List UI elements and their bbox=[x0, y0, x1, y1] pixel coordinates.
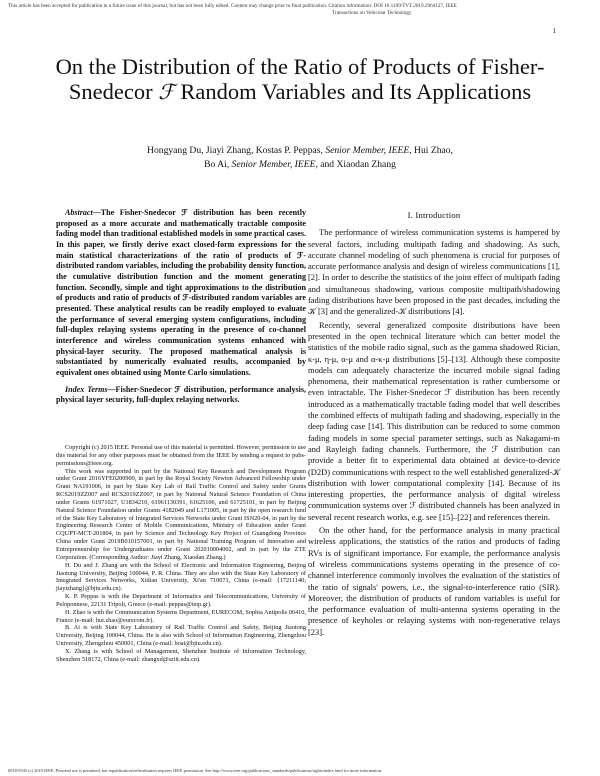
authors-1a: Hongyang Du, Jiayi Zhang, Kostas P. Peppas, bbox=[147, 145, 326, 156]
intro-paragraph-2: Recently, several generalized composite distributions have been presented in the open technical literature which can better model the statistics of the mobile radio signal, such as the gamma shadowed Rician, κ-μ, η-μ, α-μ and α-κ-μ distributions [5]–[13]. Although these composite models can adequately characterize the incurred mobile signal fading phenomena, their mathematical representation is rather cumbersome or even intractable. The Fisher-Snedecor ℱ distribution has been recently introduced as a mathematically tractable fading model that well describes the combined effects of multipath fading and shadowing, especially in the deep fading case [14]. This distribution can be reduced to some common fading models in some special parameter settings, such as Nakagami-m and Rayleigh fading channels. Furthermore, the ℱ distribution can provide a better fit to experimental data obtained at device-to-device (D2D) communications with respect to the well established generalized-𝒦 distribution with lower computational complexity [14]. Because of its interesting properties, the performance analysis of digital wireless communication systems over ℱ distributed channels has been analyzed in several recent research works, e.g. see [15]–[22] and references therein. bbox=[308, 319, 560, 522]
funding-note: This work was supported in part by the National Key Research and Development Program under Grant 2016YFE0200900, in part by the Royal Society Newton Advanced Fellowship under Grant NA191006, in part by State Key Lab of Rail Traffic Control and Safety under Grants RCS2019ZZ007 and RCS2019ZZ007, in part by National Natural Science Foundation of China under Grants 61971027, U1834210, 61961130391, 61625106, and 61725101, in part by Beijing Natural Science Foundation under Grants 4182049 and L171005, in part by the open research fund of the State Key Laboratory of Integrated Services Networks under Grant ISN20-04, in part by the Engineering Research Center of Mobile Communications, Ministry of Education under Grant CQUPT-MCT-201804, in part by Science and Technology Key Project of Guangdong Province China under Grant 2019B010157001, in part by National Training Program of Innovation and Entrepreneurship for Undergraduates under Grant 202010004002, and in part by the ZTE Corporation. (Corresponding Author: Jiayi Zhang, Xiaodan Zhang.) bbox=[56, 467, 306, 561]
copyright-note: Copyright (c) 2015 IEEE. Personal use of this material is permitted. However, permission to use this material for any other purposes must be obtained from the IEEE by sending a request to pubs-permissions@ieee.org. bbox=[56, 444, 306, 467]
authors-2a: Bo Ai, bbox=[204, 159, 232, 170]
title-part1: On the Distribution of the Ratio of Products of Fisher-Snedecor bbox=[55, 54, 545, 104]
authors-1b: Senior Member, IEEE bbox=[325, 145, 410, 156]
authors-2c: , and Xiaodan Zhang bbox=[315, 159, 396, 170]
header-journal-name: Transactions on Vehicular Technology bbox=[332, 10, 412, 16]
abstract-label: Abstract bbox=[65, 208, 93, 217]
abstract-text: —The Fisher-Snedecor ℱ distribution has been recently proposed as a more accurate and mathematically tractable composite fading model than traditional established models in some practical cases. In this paper, we firstly derive exact closed-form expressions for the main statistical characterizations of the ratio of products of ℱ-distributed random variables, including the probability density function, the cumulative distribution function and the moment generating function. Secondly, simple and tight approximations to the distribution of products and ratio of products of ℱ-distributed random variables are presented. These analytical results can be readily employed to evaluate the performance of several emerging system configurations, including full-duplex relaying systems operating in the presence of co-channel interference and wireless communication systems enhanced with physical-layer security. The proposed mathematical analysis is substantiated by numerically evaluated results, accompanied by equivalent ones obtained using Monte Carlo simulations. bbox=[56, 208, 306, 377]
right-column bbox=[308, 210, 560, 638]
left-column bbox=[56, 208, 306, 406]
index-terms-text: —Fisher-Snedecor ℱ distribution, performance analysis, physical layer security, full-duplex relaying networks. bbox=[56, 384, 306, 405]
intro-paragraph-3: On the other hand, for the performance analysis in many practical wireless applications, the statistics of the ratios and products of fading RVs is of significant importance. For example, the performance analysis of wireless communications systems operating in the presence of co-channel interference commonly involves the evaluation of the statistics of the ratio of signals' powers, i.e., the signal-to-interference ratio (SIR). Moreover, the distribution of products of random variables is useful for the performance evaluation of multi-antenna systems operating in the presence of keyholes or relaying systems with non-regenerative relays [23]. bbox=[308, 525, 560, 637]
index-terms bbox=[56, 385, 306, 406]
title-part2: Random Variables and Its Applications bbox=[174, 79, 532, 104]
copyright-footer: 0018-9545 (c) 2019 IEEE. Personal use is permitted, but republication/redistribution requires IEEE permission. See http://www.ieee.org/publications_standards/publications/rights/index.html for more information. bbox=[8, 768, 382, 773]
index-terms-label: Index Terms bbox=[65, 384, 108, 394]
author-line-2 bbox=[40, 158, 560, 172]
footnote-block bbox=[56, 444, 306, 664]
affiliation-peppas: K. P. Peppas is with the Department of Informatics and Telecommunications, University of Peloponnese, 22131 Tripoli, Greece (e-mail: peppas@uop.gr). bbox=[56, 593, 306, 608]
paper-title bbox=[40, 54, 560, 105]
running-header bbox=[8, 3, 594, 17]
author-line-1 bbox=[40, 144, 560, 158]
section-heading-introduction: I. Introduction bbox=[407, 210, 461, 220]
header-acceptance-notice: This article has been accepted for publication in a future issue of this journal, but has not been fully edited. Content may change prior to final publication. Citation information: DOI 10.1109/TVT.2019.2964127, IEEE bbox=[8, 3, 457, 9]
intro-paragraph-1: The performance of wireless communication systems is hampered by several factors, including multipath fading and shadowing. As such, accurate channel modeling of such phenomena is crucial for purposes of accurate performance analysis and design of wireless communications [1], [2]. In order to describe the statistics of the joint effect of multipath fading and simultaneous shadowing, various composite multipath/shadowing fading distributions have been proposed in the past decades, including the 𝒦 [3] and the generalized-𝒦 distributions [4]. bbox=[308, 227, 560, 317]
authors-2b: Senior Member, IEEE bbox=[231, 159, 316, 170]
author-list bbox=[40, 144, 560, 172]
affiliation-zhang-x: X. Zhang is with School of Management, Shenzhen Institute of Information Technology, Shenzhen 518172, China (e-mail: zhangxd@sziit.edu.cn). bbox=[56, 647, 306, 663]
page-number: 1 bbox=[552, 27, 556, 35]
title-f-symbol: ℱ bbox=[158, 80, 175, 104]
authors-1c: , Hui Zhao, bbox=[409, 145, 453, 156]
affiliation-zhao: H. Zhao is with the Communication Systems Department, EURECOM, Sophia Antipolis 06410, France (e-mail: hui.zhao@eurecom.fr). bbox=[56, 608, 306, 624]
affiliation-ai: B. Ai is with State Key Laboratory of Rail Traffic Control and Safety, Beijing Jiaotong University, Beijing 100044, China. He is also with School of Information Engineering, Zhengzhou University, Zhengzhou 450001, China (e-mail: boai@bjtu.edu.cn). bbox=[56, 624, 306, 648]
affiliation-du-zhang: H. Du and J. Zhang are with the School of Electronic and Information Engineering, Beijing Jiaotong University, Beijing 100044, P. R. China. They are also with the State Key Laboratory of Integrated Services Networks, Xidian University, Xi'an 710071, China (e-mail: {17211140; jiayizhang}@bjtu.edu.cn). bbox=[56, 561, 306, 593]
abstract bbox=[56, 208, 306, 379]
